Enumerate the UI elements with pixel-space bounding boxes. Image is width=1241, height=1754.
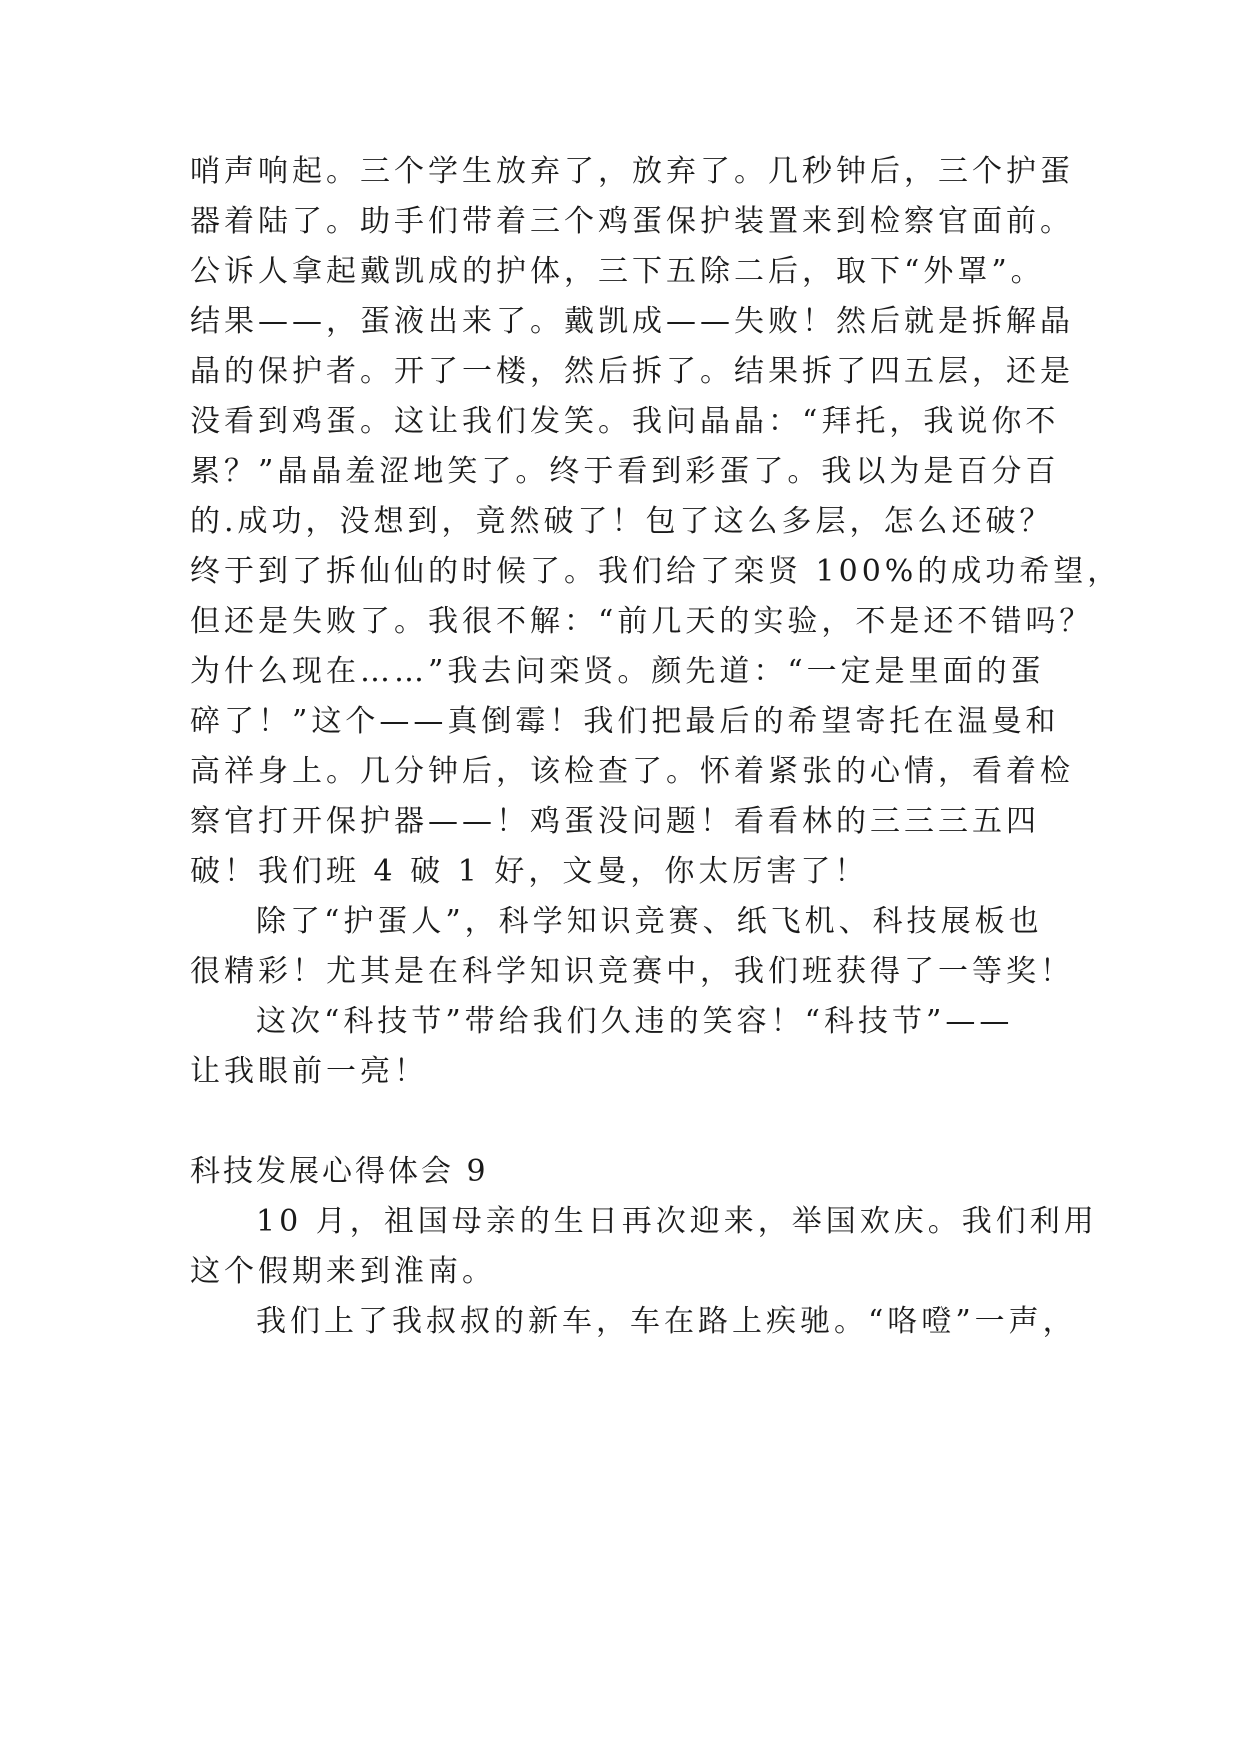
paragraph-line: 察官打开保护器——！鸡蛋没问题！看看林的三三三五四: [190, 804, 1040, 839]
paragraph-line: 没看到鸡蛋。这让我们发笑。我问晶晶：“拜托，我说你不: [190, 404, 1060, 439]
section-heading: 科技发展心得体会 9: [190, 1154, 489, 1189]
paragraph-line: 10 月，祖国母亲的生日再次迎来，举国欢庆。我们利用: [256, 1204, 1098, 1239]
paragraph-line: 很精彩！尤其是在科学知识竞赛中，我们班获得了一等奖！: [190, 954, 1074, 989]
paragraph-line: 但还是失败了。我很不解：“前几天的实验，不是还不错吗？: [190, 604, 1094, 639]
paragraph-line: 我们上了我叔叔的新车，车在路上疾驰。“咯噔”一声，: [256, 1304, 1077, 1339]
paragraph-line: 除了“护蛋人”，科学知识竞赛、纸飞机、科技展板也: [256, 904, 1043, 939]
paragraph-line: 器着陆了。助手们带着三个鸡蛋保护装置来到检察官面前。: [190, 204, 1074, 239]
paragraph-line: 的.成功，没想到，竟然破了！包了这么多层，怎么还破？: [190, 504, 1054, 539]
paragraph-line: 为什么现在……”我去问栾贤。颜先道：“一定是里面的蛋: [190, 654, 1045, 689]
paragraph-line: 高祥身上。几分钟后，该检查了。怀着紧张的心情，看着检: [190, 754, 1074, 789]
paragraph-line: 哨声响起。三个学生放弃了，放弃了。几秒钟后，三个护蛋: [190, 154, 1074, 189]
paragraph-line: 公诉人拿起戴凯成的护体，三下五除二后，取下“外罩”。: [190, 254, 1045, 289]
paragraph-line: 让我眼前一亮！: [190, 1054, 428, 1089]
paragraph-line: 碎了！”这个——真倒霉！我们把最后的希望寄托在温曼和: [190, 704, 1060, 739]
paragraph-line: 终于到了拆仙仙的时候了。我们给了栾贤 100%的成功希望，: [190, 554, 1122, 589]
paragraph-line: 这个假期来到淮南。: [190, 1254, 496, 1289]
paragraph-line: 结果——，蛋液出来了。戴凯成——失败！然后就是拆解晶: [190, 304, 1074, 339]
paragraph-line: 晶的保护者。开了一楼，然后拆了。结果拆了四五层，还是: [190, 354, 1074, 389]
paragraph-line: 累？”晶晶羞涩地笑了。终于看到彩蛋了。我以为是百分百: [190, 454, 1060, 489]
paragraph-line: 破！我们班 4 破 1 好，文曼，你太厉害了！: [190, 854, 869, 889]
paragraph-line: 这次“科技节”带给我们久违的笑容！“科技节”——: [256, 1004, 1014, 1039]
